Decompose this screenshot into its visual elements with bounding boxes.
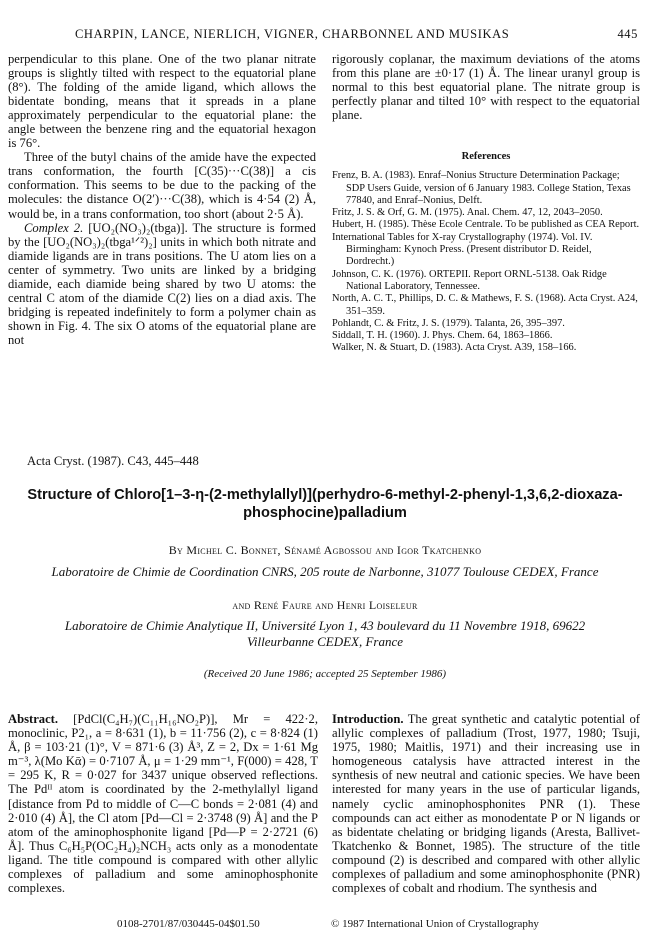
reference-item: Johnson, C. K. (1976). ORTEPII. Report ORNL-5138. Oak Ridge National Laboratory, Tennessee. (332, 268, 607, 292)
reference-item: International Tables for X-ray Crystallography (1974). Vol. IV. Birmingham: Kynoch Press. (Present distributor D. Reidel, Dordrecht.) (332, 231, 593, 268)
affiliation-2: Laboratoire de Chimie Analytique II, Université Lyon 1, 43 boulevard du 11 Novembre 1918, 69622 Villeurbanne CEDEX, France (64, 618, 586, 649)
title-line: Structure of Chloro[1–3-η-(2-methylallyl)](perhydro-6-methyl-2-phenyl-1,3,6,2-dioxaza- (27, 487, 623, 503)
authors-group-2: and René Faure and Henri Loiseleur (232, 598, 418, 612)
paragraph: rigorously coplanar, the maximum deviations of the atoms from this plane are ±0·17 (1) Å. The linear uranyl group is normal to this best equatorial plane. The nitrate group is perfectly planar and tilted 10° with respect to the equatorial plane. (332, 52, 640, 123)
introduction-label: Introduction. (332, 712, 404, 726)
copyright: © 1987 International Union of Crystallography (331, 918, 539, 930)
received-dates: (Received 20 June 1986; accepted 25 September 1986) (203, 668, 447, 680)
left-column-continued (8, 52, 316, 347)
abstract (8, 712, 318, 895)
reference-item: Frenz, B. A. (1983). Enraf–Nonius Structure Determination Package; SDP Users Guide, version of 6 January 1983. College Station, Texas 77840, and Enraf–Nonius, Delft. (332, 170, 631, 206)
affiliation-1: Laboratoire de Chimie de Coordination CNRS, 205 route de Narbonne, 31077 Toulouse CEDEX, France (51, 564, 599, 579)
right-column-continued (332, 52, 640, 355)
introduction (332, 712, 640, 895)
abstract-column (8, 712, 318, 895)
reference-item: Fritz, J. S. & Orf, G. M. (1975). Anal. Chem. 47, 12, 2043–2050. (332, 207, 603, 219)
paragraph (8, 221, 316, 347)
paragraph: perpendicular to this plane. One of the two planar nitrate groups is slightly tilted with respect to the equatorial plane (8°). The folding of the amide ligand, which allows the bidentate bonding, means that it spreads in a plane approximately perpendicular to the equatorial plane: the angle between the benzene ring and the equatorial hexagon is 76°. (8, 52, 316, 151)
page-header (0, 27, 650, 47)
complex-text: [UO₂(NO₃)₂(tbga)]. The structure is formed by the [UO₂(NO₃)₂(tbga¹ᐟ²)₂] units in which both nitrate and diamide ligands are in trans positions. The U atom lies on a center of symmetry. Two units are linked by a bridging diamide, each diamide being shared by two U atoms: the central C atom of the diamide C(2) lies on a diad axis. The bridging is repeated indefinitely to form a polymer chain as shown in Fig. 4. The six O atoms of the equatorial plane are not (8, 220, 316, 347)
authors-group-1: By Michel C. Bonnet, Sénamé Agbossou and Igor Tkatchenko (168, 543, 482, 557)
journal-citation: Acta Cryst. (1987). C43, 445–448 (27, 454, 199, 468)
abstract-text: [PdCl(C₄H₇)(C₁₁H₁₆NO₂P)], Mr = 422·2, monoclinic, P2₁, a = 8·631 (1), b = 11·756 (2), c = 8·824 (1) Å, β = 103·21 (1)°, V = 871·6 (3) Å³, Z = 2, Dx = 1·61 Mg m⁻³, λ(Mo Kᾱ) = 0·7107 Å, μ = 1·29 mm⁻¹, F(000) = 428, T = 295 K, R = 0·027 for 3437 unique observed reflections. The Pdᴵᴵ atom is coordinated by the 2-methylallyl ligand [distance from Pd to middle of C—C bonds = 2·081 (4) and 2·010 (4) Å], the Cl atom [Pd—Cl = 2·3748 (9) Å] and the P atom of the aminophosphonite ligand [Pd—P = 2·2721 (6) Å]. Thus C₆H₅P(OC₂H₄)₂NCH₃ acts only as a monodentate ligand. The title compound is compared with other allylic complexes of palladium and some aminophosphonite complexes. (8, 712, 318, 896)
references-list (332, 170, 640, 354)
reference-item: Walker, N. & Stuart, D. (1983). Acta Cryst. A39, 158–166. (332, 342, 577, 354)
references-heading: References (461, 151, 511, 163)
reference-item: North, A. C. T., Phillips, D. C. & Mathews, F. S. (1968). Acta Cryst. A24, 351–359. (332, 293, 638, 317)
complex-label: Complex 2. (24, 220, 84, 235)
price-code: 0108-2701/87/030445-04$01.50 (117, 918, 260, 930)
reference-item: Hubert, H. (1985). Thèse Ecole Centrale. To be published as CEA Report. (332, 219, 640, 231)
article-title (20, 486, 630, 522)
title-line: phosphocine)palladium (243, 505, 407, 521)
introduction-text: The great synthetic and catalytic potential of allylic complexes of palladium (Trost, 1977, 1980; Tsuji, 1975, 1980; Maitlis, 1971) and their increasing use in homogeneous catalysis have attracted interest in the synthesis of new neutral and cationic species. We have been interested for many years in the use of particular ligands, namely cyclic aminophosphonites PNR (1). These compounds can act either as monodentate P or N ligands or as bidentate chelating or bridging ligands (Aresta, Ballivet-Tkatchenko & Bonnet, 1985). The structure of the title compound (2) is described and compared with other allylic complexes of palladium and some aminophosphonite (PNR) complexes of cobalt and rhodium. The synthesis and (332, 712, 640, 896)
reference-item: Pohlandt, C. & Fritz, J. S. (1979). Talanta, 26, 395–397. (332, 317, 565, 329)
page-number: 445 (617, 27, 638, 41)
introduction-column (332, 712, 640, 895)
reference-item: Siddall, T. H. (1960). J. Phys. Chem. 64, 1863–1866. (332, 330, 553, 342)
paragraph: Three of the butyl chains of the amide have the expected trans conformation, the fourth [C(35)···C(38)] a cis conformation. This seems to be due to the packing of the molecules: the distance O(2′)···C(38), which is 4·54 (2) Å, would be, in a trans conformation, too short (about 2·5 Å). (8, 150, 316, 221)
abstract-label: Abstract. (8, 712, 59, 726)
running-head: CHARPIN, LANCE, NIERLICH, VIGNER, CHARBONNEL AND MUSIKAS (75, 27, 510, 41)
